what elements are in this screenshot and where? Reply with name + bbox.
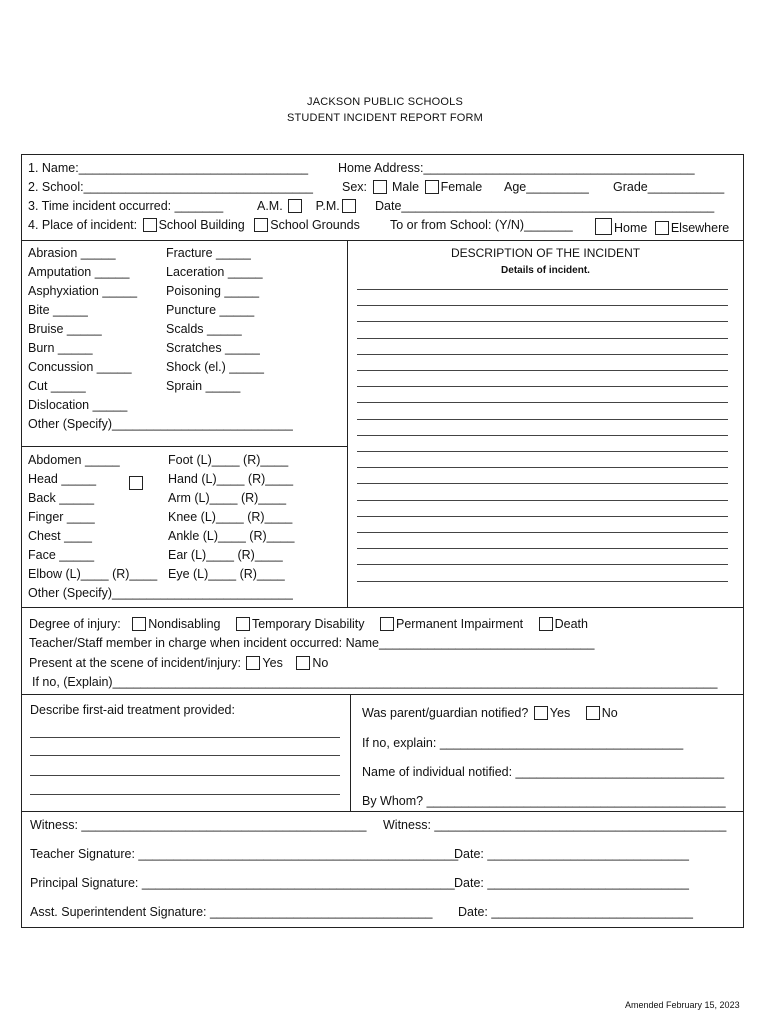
female-checkbox[interactable] [425, 180, 439, 194]
description-line[interactable] [357, 305, 728, 306]
notified-yes-checkbox[interactable] [534, 706, 548, 720]
description-line[interactable] [357, 386, 728, 387]
temporary-disability-label: Temporary Disability [251, 617, 365, 631]
injury-type-item[interactable]: Bite _____ [28, 303, 88, 317]
description-line[interactable] [357, 289, 728, 290]
age-field[interactable]: Age_________ [504, 180, 589, 194]
school-building-label: School Building [158, 218, 245, 232]
body-part-item[interactable]: Back _____ [28, 491, 95, 505]
place-row [28, 218, 360, 232]
body-part-item[interactable]: Other (Specify)__________________________ [28, 586, 293, 600]
description-line[interactable] [357, 370, 728, 371]
present-no-checkbox[interactable] [296, 656, 310, 670]
head-checkbox[interactable] [129, 476, 143, 490]
witness-2-field[interactable]: Witness: __________________________________________ [383, 818, 727, 832]
school-grounds-label: School Grounds [270, 218, 360, 232]
body-part-item[interactable]: Finger ____ [28, 510, 95, 524]
male-label: Male [391, 180, 420, 194]
description-line[interactable] [357, 564, 728, 565]
injury-type-item[interactable]: Shock (el.) _____ [166, 360, 264, 374]
date-field[interactable]: Date_____________________________________________ [375, 199, 715, 213]
injury-type-item[interactable]: Laceration _____ [166, 265, 263, 279]
description-line[interactable] [357, 500, 728, 501]
injury-type-item[interactable]: Scalds _____ [166, 322, 242, 336]
am-checkbox[interactable] [288, 199, 302, 213]
elsewhere-label: Elsewhere [670, 221, 730, 235]
sex-label: Sex: [342, 180, 368, 194]
to-from-school-field[interactable]: To or from School: (Y/N)_______ [390, 218, 573, 232]
body-part-item[interactable]: Elbow (L)____ (R)____ [28, 567, 158, 581]
pm-checkbox[interactable] [342, 199, 356, 213]
notified-no-label: No [601, 706, 618, 720]
injury-type-item[interactable]: Concussion _____ [28, 360, 132, 374]
injury-type-item[interactable]: Poisoning _____ [166, 284, 260, 298]
injury-type-item[interactable]: Amputation _____ [28, 265, 130, 279]
present-no-label: No [312, 656, 329, 670]
principal-date-field[interactable]: Date: _____________________________ [454, 876, 689, 890]
notified-label: Was parent/guardian notified? [362, 706, 529, 720]
notified-yes-label: Yes [549, 706, 571, 720]
description-line[interactable] [357, 581, 728, 582]
permanent-impairment-label: Permanent Impairment [395, 617, 524, 631]
body-part-item[interactable]: Foot (L)____ (R)____ [168, 453, 289, 467]
permanent-impairment-checkbox[interactable] [380, 617, 394, 631]
school-field[interactable]: 2. School:_________________________________ [28, 180, 314, 194]
nondisabling-label: Nondisabling [148, 617, 221, 631]
asst-superintendent-signature-field[interactable]: Asst. Superintendent Signature: ________________________________ [30, 905, 433, 919]
amended-date: Amended February 15, 2023 [625, 1000, 740, 1010]
teacher-in-charge-field[interactable]: Teacher/Staff member in charge when incident occurred: Name_______________________________ [29, 636, 595, 650]
first-aid-line[interactable] [30, 737, 340, 738]
injury-type-item[interactable]: Sprain _____ [166, 379, 241, 393]
pm-label: P.M. [315, 199, 340, 213]
home-label: Home [614, 221, 648, 235]
injury-type-item[interactable]: Burn _____ [28, 341, 93, 355]
body-part-item[interactable]: Eye (L)____ (R)____ [168, 567, 285, 581]
individual-notified-field[interactable]: Name of individual notified: ______________________________ [362, 765, 725, 779]
section-description [347, 240, 744, 608]
notified-no-checkbox[interactable] [586, 706, 600, 720]
am-pm-row [257, 199, 358, 213]
body-part-item[interactable]: Arm (L)____ (R)____ [168, 491, 287, 505]
injury-type-item[interactable]: Puncture _____ [166, 303, 255, 317]
body-part-item[interactable]: Face _____ [28, 548, 95, 562]
description-line[interactable] [357, 435, 728, 436]
section-body-parts [21, 446, 348, 608]
first-aid-line[interactable] [30, 755, 340, 756]
home-address-field[interactable]: Home Address:_______________________________________ [338, 161, 695, 175]
form-header-line2: STUDENT INCIDENT REPORT FORM [286, 112, 484, 124]
description-line[interactable] [357, 467, 728, 468]
injury-type-item[interactable]: Abrasion _____ [28, 246, 116, 260]
body-part-item[interactable]: Knee (L)____ (R)____ [168, 510, 293, 524]
description-line[interactable] [357, 338, 728, 339]
death-label: Death [554, 617, 588, 631]
school-building-checkbox[interactable] [143, 218, 157, 232]
injury-type-item[interactable]: Fracture _____ [166, 246, 251, 260]
injury-type-item[interactable]: Other (Specify)__________________________ [28, 417, 293, 431]
if-no-explain-field[interactable]: If no, explain: ___________________________________ [362, 736, 684, 750]
notified-row [362, 706, 618, 720]
asst-superintendent-date-field[interactable]: Date: _____________________________ [458, 905, 693, 919]
name-field[interactable]: 1. Name:_________________________________ [28, 161, 309, 175]
description-line[interactable] [357, 548, 728, 549]
home-elsewhere-row [593, 218, 729, 235]
teacher-signature-field[interactable]: Teacher Signature: ______________________________________________ [30, 847, 459, 861]
first-aid-line[interactable] [30, 794, 340, 795]
form-header-line1: JACKSON PUBLIC SCHOOLS [307, 96, 463, 108]
injury-type-item[interactable]: Asphyxiation _____ [28, 284, 138, 298]
grade-field[interactable]: Grade___________ [613, 180, 725, 194]
body-part-item[interactable]: Ear (L)____ (R)____ [168, 548, 283, 562]
first-aid-line[interactable] [30, 775, 340, 776]
degree-label: Degree of injury: [29, 617, 121, 631]
present-yes-label: Yes [262, 656, 283, 670]
description-line[interactable] [357, 483, 728, 484]
description-subtitle: Details of incident. [501, 265, 590, 276]
present-yes-checkbox[interactable] [246, 656, 260, 670]
present-label: Present at the scene of incident/injury: [29, 656, 241, 670]
elsewhere-checkbox[interactable] [655, 221, 669, 235]
teacher-date-field[interactable]: Date: _____________________________ [454, 847, 689, 861]
principal-signature-field[interactable]: Principal Signature: _____________________________________________ [30, 876, 455, 890]
temporary-disability-checkbox[interactable] [236, 617, 250, 631]
first-aid-label: Describe first-aid treatment provided: [30, 703, 235, 717]
description-line[interactable] [357, 354, 728, 355]
description-line[interactable] [357, 419, 728, 420]
sex-row [342, 180, 482, 194]
school-grounds-checkbox[interactable] [254, 218, 268, 232]
nondisabling-checkbox[interactable] [132, 617, 146, 631]
description-line[interactable] [357, 532, 728, 533]
description-line[interactable] [357, 402, 728, 403]
description-title: DESCRIPTION OF THE INCIDENT [450, 246, 641, 260]
injury-type-item[interactable]: Dislocation _____ [28, 398, 128, 412]
home-checkbox[interactable] [595, 218, 612, 235]
body-part-item[interactable]: Hand (L)____ (R)____ [168, 472, 294, 486]
female-label: Female [440, 180, 483, 194]
injury-type-item[interactable]: Scratches _____ [166, 341, 260, 355]
witness-1-field[interactable]: Witness: _________________________________________ [30, 818, 367, 832]
description-line[interactable] [357, 451, 728, 452]
time-field[interactable]: 3. Time incident occurred: _______ [28, 199, 224, 213]
place-label: 4. Place of incident: [28, 218, 138, 232]
body-part-item[interactable]: Head _____ [28, 472, 97, 486]
body-part-item[interactable]: Ankle (L)____ (R)____ [168, 529, 295, 543]
male-checkbox[interactable] [373, 180, 387, 194]
description-line[interactable] [357, 321, 728, 322]
by-whom-field[interactable]: By Whom? ___________________________________________ [362, 794, 726, 808]
death-checkbox[interactable] [539, 617, 553, 631]
injury-type-item[interactable]: Bruise _____ [28, 322, 102, 336]
am-label: A.M. [257, 199, 283, 213]
present-row [29, 656, 328, 670]
degree-row [29, 617, 588, 631]
explain-field[interactable]: If no, (Explain)_______________________________________________________________________________________ [32, 675, 718, 689]
injury-type-item[interactable]: Cut _____ [28, 379, 86, 393]
description-line[interactable] [357, 516, 728, 517]
body-part-item[interactable]: Chest ____ [28, 529, 92, 543]
body-part-item[interactable]: Abdomen _____ [28, 453, 120, 467]
